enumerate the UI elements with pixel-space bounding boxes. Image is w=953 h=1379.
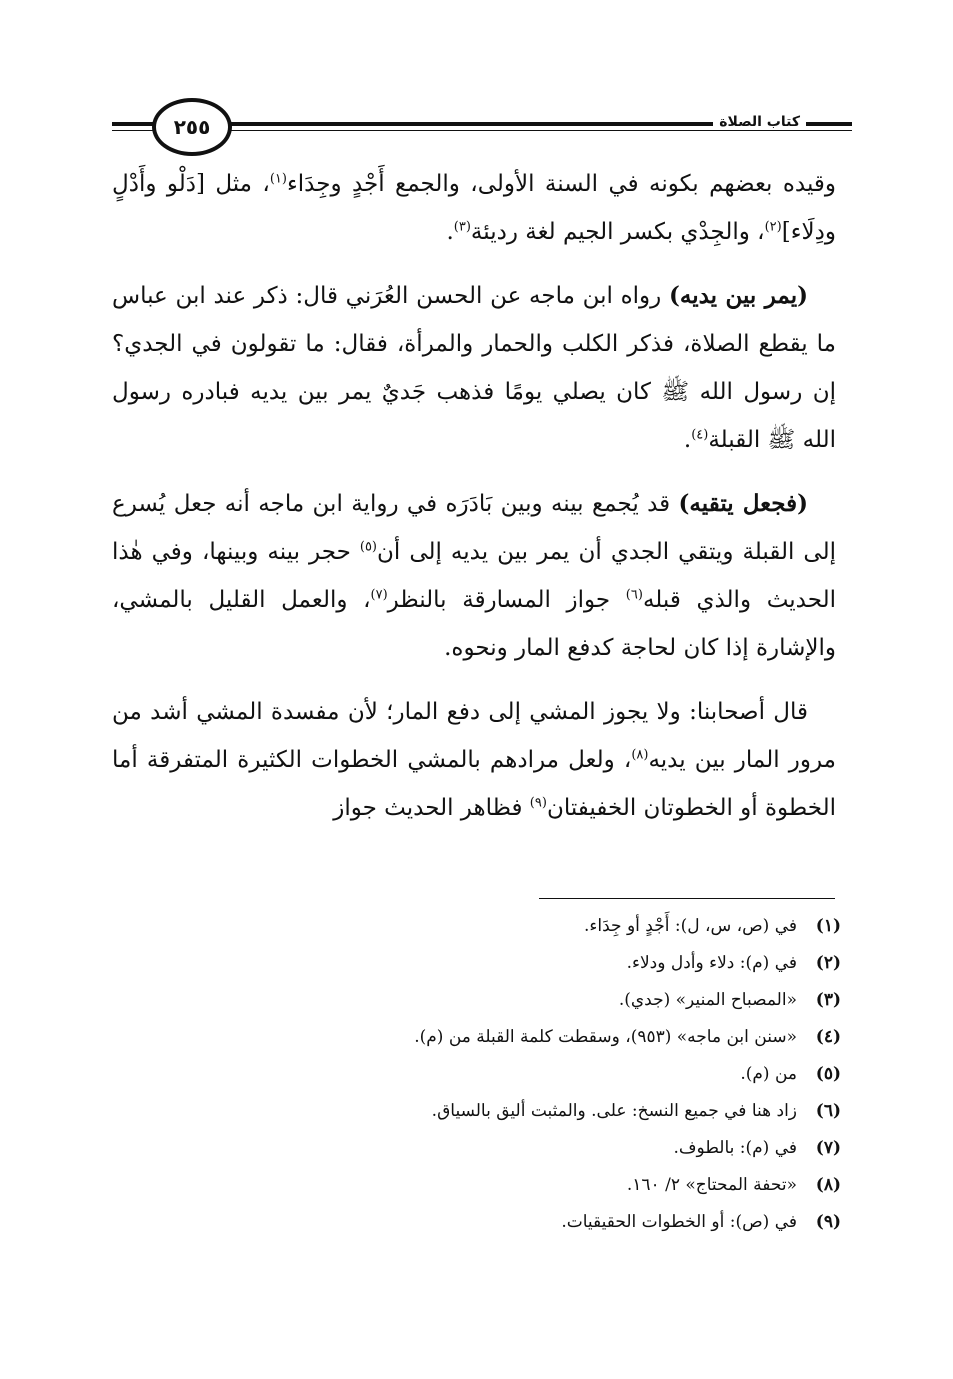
running-title: كتاب الصلاة <box>713 114 806 130</box>
footnote-number: (٩) <box>815 1212 841 1232</box>
text-span: ، مثل [دَلْو وأَدْلٍ ودِلَاء] <box>112 171 836 245</box>
text-span: حجر بينه وبينها، وفي هٰذا الحديث والذي قبله <box>112 539 836 613</box>
text-span: رواه ابن ماجه عن الحسن العُرَني قال: ذكر عند ابن عباس ما يقطع الصلاة، فذكر الكلب والحمار والمرأة، فقال: ما تقولون في الجدي؟ إن رسول الله ﷺ كان يصلي يومًا فذهب جَديٌ يمر بين يديه فبادره رسول الله ﷺ القبلة <box>112 283 836 453</box>
lemma-heading: (فجعل يتقيه) <box>678 490 808 517</box>
footnote-ref: (٤) <box>691 427 709 443</box>
footnote-item <box>121 945 841 982</box>
footnote-ref: (٥) <box>359 539 377 555</box>
footnote-ref: (٣) <box>453 219 471 235</box>
footnote-ref: (٦) <box>625 587 643 603</box>
lemma-heading: (يمر بين يديه) <box>668 282 808 309</box>
paragraph-3 <box>112 480 836 672</box>
footnote-ref: (١) <box>269 171 287 187</box>
text-span: قال أصحابنا: ولا يجوز المشي إلى دفع المار؛ لأن مفسدة المشي أشد من مرور المار بين يديه <box>112 699 836 773</box>
footnote-number: (١) <box>815 916 841 936</box>
text-span: . <box>446 219 454 245</box>
text-span: وقيده بعضهم بكونه في السنة الأولى، والجمع أَجْدٍ وجِدَاء <box>286 171 836 197</box>
footnote-item <box>121 1019 841 1056</box>
footnote-item <box>121 1093 841 1130</box>
footnote-ref: (٧) <box>370 587 388 603</box>
paragraph-4 <box>112 688 836 832</box>
footnote-text: في (م): بالطوف. <box>673 1138 797 1158</box>
footnote-item <box>121 982 841 1019</box>
footnote-item <box>121 1130 841 1167</box>
footnote-number: (٥) <box>815 1064 841 1084</box>
footnote-number: (٣) <box>815 990 841 1010</box>
footnote-text: من (م). <box>740 1064 797 1084</box>
footnote-number: (٧) <box>815 1138 841 1158</box>
text-span: قد يُجمع بينه وبين بَادَرَه في رواية ابن ماجه أنه جعل يُسرع إلى القبلة ويتقي الجدي أن يمر بين يديه إلى أن <box>112 491 836 565</box>
footnote-number: (٨) <box>815 1175 841 1195</box>
main-text <box>112 160 836 848</box>
footnote-number: (٤) <box>815 1027 841 1047</box>
footnote-text: «تحفة المحتاج» ٢/ ١٦٠. <box>626 1175 797 1195</box>
footnote-text: «سنن ابن ماجه» (٩٥٣)، وسقطت كلمة القبلة من (م). <box>414 1027 797 1047</box>
footnote-number: (٢) <box>815 953 841 973</box>
footnote-item <box>121 1056 841 1093</box>
footnote-number: (٦) <box>815 1101 841 1121</box>
footnote-ref: (٨) <box>631 747 649 763</box>
page-header <box>112 92 852 162</box>
page-number: ٢٥٥ <box>152 98 232 156</box>
text-span: ، والعمل القليل بالمشي، والإشارة إذا كان لحاجة كدفع المار ونحوه. <box>112 587 836 661</box>
text-span: ، ولعل مرادهم بالمشي الخطوات الكثيرة المتفرقة أما الخطوة أو الخطوتان الخفيفتان <box>112 747 836 821</box>
footnote-item <box>121 908 841 945</box>
footnote-item <box>121 1204 841 1241</box>
footnote-text: في (م): دلاء وأدل ودلاء. <box>626 953 797 973</box>
footnote-ref: (٢) <box>764 219 782 235</box>
paragraph-1 <box>112 160 836 256</box>
footnote-ref: (٩) <box>529 795 547 811</box>
footnote-text: زاد هنا في جميع النسخ: على. والمثبت أليق بالسياق. <box>431 1101 797 1121</box>
footnotes <box>121 908 841 1241</box>
text-span: . <box>683 427 692 453</box>
text-span: ، والجِدْي بكسر الجيم لغة رديئة <box>470 219 765 245</box>
paragraph-2 <box>112 272 836 464</box>
footnote-text: في (ص، س، ل): أَجْدٍ أو جِدَاء. <box>584 916 797 936</box>
text-span: جواز المسارقة بالنظر <box>387 587 626 613</box>
text-span: فظاهر الحديث جواز <box>333 795 530 821</box>
footnote-text: «المصباح المنير» (جدي). <box>618 990 797 1010</box>
footnote-item <box>121 1167 841 1204</box>
footnote-text: في (ص): أو الخطوات الحقيقيات. <box>561 1212 797 1232</box>
footnote-separator <box>539 898 835 899</box>
